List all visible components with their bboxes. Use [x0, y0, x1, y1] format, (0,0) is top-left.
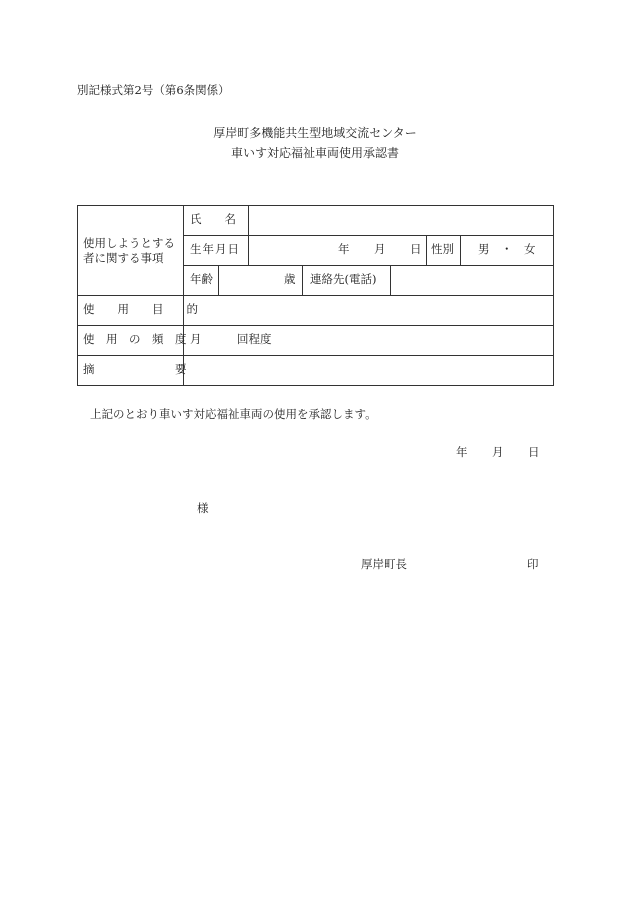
user-section-label-line1: 使用しようとする	[83, 236, 175, 250]
dob-day: 日	[410, 242, 422, 256]
document-title-line1: 厚岸町多機能共生型地域交流センター	[213, 126, 417, 140]
issuer-title: 厚岸町長	[361, 557, 407, 571]
remarks-label: 摘 要	[83, 362, 187, 376]
seal-mark: 印	[527, 557, 539, 571]
age-unit: 歳	[284, 272, 296, 286]
table-divider	[218, 265, 219, 295]
purpose-label: 使 用 目 的	[83, 302, 198, 316]
approval-date-day: 日	[528, 445, 540, 459]
table-border-right	[553, 205, 554, 386]
table-rule	[77, 295, 554, 296]
form-number: 別記様式第2号（第6条関係）	[77, 83, 230, 97]
dob-label: 生年月日	[190, 242, 240, 256]
purpose-field[interactable]	[187, 297, 550, 323]
table-border-top	[77, 205, 554, 206]
gender-choice[interactable]: 男 ・ 女	[478, 242, 536, 256]
table-rule	[77, 355, 554, 356]
dob-month: 月	[374, 242, 386, 256]
document-title-line2: 車いす対応福祉車両使用承認書	[230, 146, 399, 160]
dob-year: 年	[338, 242, 350, 256]
frequency-label: 使 用 の 頻 度	[83, 332, 187, 346]
table-rule	[183, 265, 554, 266]
table-divider	[390, 265, 391, 295]
table-divider	[183, 205, 184, 386]
table-border-left	[77, 205, 78, 386]
table-rule	[183, 235, 554, 236]
approval-date-year: 年	[456, 445, 468, 459]
remarks-field[interactable]	[187, 357, 550, 383]
name-label: 氏 名	[190, 212, 236, 226]
application-table	[0, 0, 630, 420]
approval-date-month: 月	[492, 445, 504, 459]
addressee-suffix: 様	[197, 501, 209, 515]
user-section-label	[83, 236, 175, 266]
table-divider	[248, 205, 249, 265]
contact-field[interactable]	[394, 267, 550, 293]
table-divider	[302, 265, 303, 295]
name-field[interactable]	[252, 207, 550, 233]
frequency-times: 回程度	[237, 332, 272, 346]
approval-statement: 上記のとおり車いす対応福祉車両の使用を承認します。	[90, 407, 377, 421]
frequency-month: 月	[190, 332, 202, 346]
table-divider	[460, 235, 461, 265]
contact-label: 連絡先(電話)	[310, 272, 377, 286]
user-section-label-line2: 者に関する事項	[83, 251, 164, 265]
table-divider	[426, 235, 427, 265]
gender-label: 性別	[431, 242, 454, 256]
table-border-bottom	[77, 385, 554, 386]
table-rule	[77, 325, 554, 326]
age-label: 年齢	[190, 272, 213, 286]
